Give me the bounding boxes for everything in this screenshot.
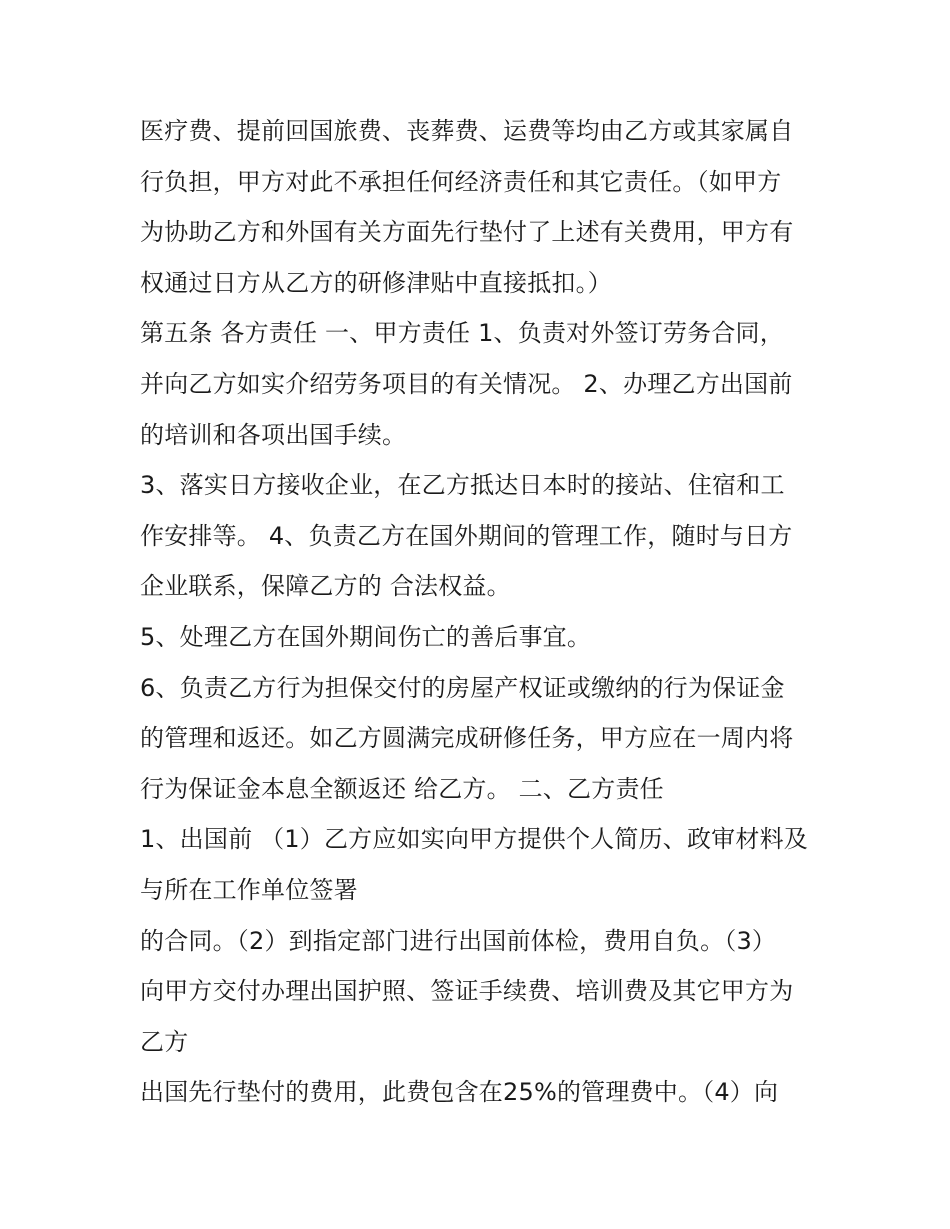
text-line: 5、处理乙方在国外期间伤亡的善后事宜。 <box>140 622 592 651</box>
text-line: 1、出国前 （1）乙方应如实向甲方提供个人简历、政审材料及 <box>140 825 808 854</box>
text-line: 乙方 <box>140 1027 189 1056</box>
text-line: 与所在工作单位签署 <box>140 875 358 904</box>
text-line: 6、负责乙方行为担保交付的房屋产权证或缴纳的行为保证金 <box>140 673 785 702</box>
text-line: 为协助乙方和外国有关方面先行垫付了上述有关费用，甲方有 <box>140 218 794 247</box>
text-line: 第五条 各方责任 一、甲方责任 1、负责对外签订劳务合同， <box>140 319 784 348</box>
text-line: 的合同。（2）到指定部门进行出国前体检，费用自负。（3） <box>140 926 777 955</box>
text-line: 的培训和各项出国手续。 <box>140 420 407 449</box>
text-line: 权通过日方从乙方的研修津贴中直接抵扣。） <box>140 268 612 297</box>
text-line: 医疗费、提前回国旅费、丧葬费、运费等均由乙方或其家属自 <box>140 117 794 145</box>
text-line: 3、落实日方接收企业，在乙方抵达日本时的接站、住宿和工 <box>140 471 785 500</box>
text-line: 向甲方交付办理出国护照、签证手续费、培训费及其它甲方为 <box>140 977 794 1006</box>
text-line: 作安排等。 4、负责乙方在国外期间的管理工作，随时与日方 <box>140 521 793 550</box>
text-line: 行为保证金本息全额返还 给乙方。 二、乙方责任 <box>140 774 664 803</box>
text-line: 的管理和返还。如乙方圆满完成研修任务，甲方应在一周内将 <box>140 724 794 753</box>
text-line: 企业联系，保障乙方的 合法权益。 <box>140 572 511 601</box>
text-line: 出国先行垫付的费用，此费包含在25%的管理费中。（4）向 <box>140 1078 779 1107</box>
contract-body-text <box>140 106 830 1118</box>
text-line: 行负担，甲方对此不承担任何经济责任和其它责任。（如甲方 <box>140 167 782 196</box>
text-line: 并向乙方如实介绍劳务项目的有关情况。 2、办理乙方出国前 <box>140 369 793 398</box>
